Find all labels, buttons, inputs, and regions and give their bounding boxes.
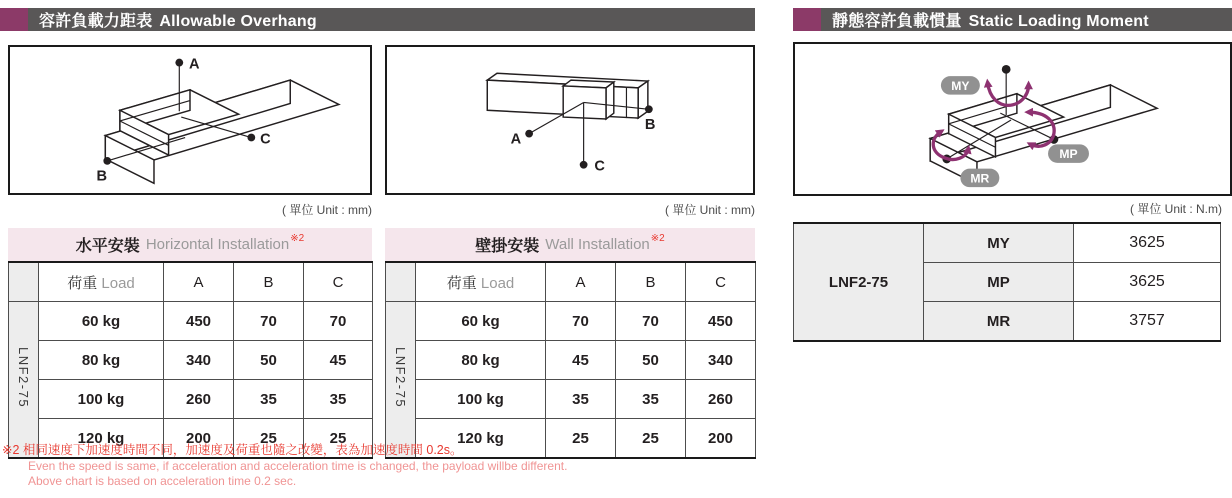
load-cell: 100 kg xyxy=(416,380,546,419)
unit-note-mm: ( 單位 Unit : mm) xyxy=(282,203,372,217)
moment-label-cell: MP xyxy=(924,263,1074,302)
moment-isometric-diagram xyxy=(795,44,1230,194)
value-cell: 25 xyxy=(546,419,616,459)
table-row xyxy=(9,302,373,341)
table-row xyxy=(386,380,756,419)
col-header-c: C xyxy=(686,262,756,302)
table-row xyxy=(794,223,1221,263)
table-note-ref: ※2 xyxy=(290,233,305,244)
moment-value-cell: 3757 xyxy=(1074,302,1221,342)
point-b-label: B xyxy=(644,116,656,133)
value-cell: 35 xyxy=(616,380,686,419)
footnote-line-en-1: Even the speed is same, if acceleration and acceleration time is changed, the payload willbe different. xyxy=(28,458,568,473)
point-a-label: A xyxy=(189,56,200,73)
point-b-dot xyxy=(645,105,653,113)
value-cell: 50 xyxy=(616,341,686,380)
rail-side-diagram xyxy=(387,47,753,193)
table-row xyxy=(386,341,756,380)
value-cell: 25 xyxy=(304,419,373,459)
value-cell: 45 xyxy=(304,341,373,380)
value-cell: 70 xyxy=(234,302,304,341)
rail-isometric-diagram xyxy=(10,47,370,193)
point-b-label: B xyxy=(96,168,108,185)
model-side-cell xyxy=(9,302,39,459)
table-title-en: Wall Installation xyxy=(545,236,650,253)
section-title-en: Static Loading Moment xyxy=(968,13,1149,30)
table-row xyxy=(9,380,373,419)
mr-pill-label: MR xyxy=(970,171,990,186)
value-cell: 260 xyxy=(164,380,234,419)
table-row xyxy=(386,302,756,341)
unit-note-mm: ( 單位 Unit : mm) xyxy=(665,203,755,217)
value-cell: 35 xyxy=(304,380,373,419)
accent-square-icon xyxy=(793,8,821,31)
moment-label-cell: MR xyxy=(924,302,1074,342)
accent-square-icon xyxy=(0,8,28,31)
section-title xyxy=(832,8,1149,31)
value-cell: 45 xyxy=(546,341,616,380)
section-header-allowable-overhang xyxy=(0,8,755,31)
point-c-label: C xyxy=(594,158,605,175)
section-title-zh: 容許負載力距表 xyxy=(39,13,153,30)
point-b-dot xyxy=(103,157,111,165)
load-label-zh: 荷重 xyxy=(67,274,98,292)
value-cell: 35 xyxy=(546,380,616,419)
col-header-a: A xyxy=(164,262,234,302)
table-title xyxy=(385,228,755,261)
unit-note-nm: ( 單位 Unit : N.m) xyxy=(1130,202,1222,216)
table-title-zh: 水平安裝 xyxy=(75,238,140,255)
col-header-a: A xyxy=(546,262,616,302)
load-label-en: Load xyxy=(480,274,515,292)
diagram-static-moment xyxy=(793,42,1232,196)
value-cell: 35 xyxy=(234,380,304,419)
table-horizontal-installation xyxy=(8,228,372,459)
footnote-line-en-2: Above chart is based on acceleration time 0.2 sec. xyxy=(28,474,297,488)
value-cell: 340 xyxy=(164,341,234,380)
table-wall-installation xyxy=(385,228,755,459)
col-header-load xyxy=(416,262,546,302)
load-cell: 120 kg xyxy=(39,419,164,459)
model-label-vertical: LNF2-75 xyxy=(16,346,31,409)
table-title-zh: 壁掛安裝 xyxy=(475,238,540,255)
value-cell: 50 xyxy=(234,341,304,380)
carriage-side-face xyxy=(606,82,614,119)
section-title-en: Allowable Overhang xyxy=(159,13,317,30)
value-cell: 200 xyxy=(164,419,234,459)
point-c-dot xyxy=(580,161,588,169)
load-cell: 100 kg xyxy=(39,380,164,419)
section-header-static-loading-moment xyxy=(793,8,1232,31)
value-cell: 200 xyxy=(686,419,756,459)
section-title xyxy=(39,8,317,31)
moment-label-cell: MY xyxy=(924,223,1074,263)
footnote-line-zh: ※2 相同速度下加速度時間不同，加速度及荷重也隨之改變，表為加速度時間 0.2s。 xyxy=(2,443,463,457)
table-note-ref: ※2 xyxy=(650,233,665,244)
rail-end-face xyxy=(638,81,648,118)
load-cell: 60 kg xyxy=(39,302,164,341)
model-cell: LNF2-75 xyxy=(794,223,924,341)
load-label-zh: 荷重 xyxy=(446,274,477,292)
load-cell: 80 kg xyxy=(39,341,164,380)
value-cell: 70 xyxy=(546,302,616,341)
moment-value-cell: 3625 xyxy=(1074,263,1221,302)
diagram-horizontal-overhang xyxy=(8,45,372,195)
col-header-b: B xyxy=(234,262,304,302)
section-title-zh: 靜態容許負載慣量 xyxy=(832,13,962,30)
value-cell: 340 xyxy=(686,341,756,380)
moment-value-cell: 3625 xyxy=(1074,223,1221,263)
value-cell: 70 xyxy=(616,302,686,341)
point-a-label: A xyxy=(510,131,522,148)
table-title xyxy=(8,228,372,261)
table-row xyxy=(9,341,373,380)
col-header-c: C xyxy=(304,262,373,302)
col-header-b: B xyxy=(616,262,686,302)
table-static-moment xyxy=(793,222,1220,342)
corner-cell xyxy=(386,262,416,302)
load-cell: 80 kg xyxy=(416,341,546,380)
point-a-dot xyxy=(175,59,183,67)
load-label-en: Load xyxy=(101,274,135,292)
col-header-load xyxy=(39,262,164,302)
diagram-wall-overhang xyxy=(385,45,755,195)
corner-cell xyxy=(9,262,39,302)
mp-pill-label: MP xyxy=(1059,146,1078,161)
value-cell: 450 xyxy=(164,302,234,341)
table-title-en: Horizontal Installation xyxy=(145,236,290,253)
axis-my-dot xyxy=(1002,65,1011,74)
value-cell: 450 xyxy=(686,302,756,341)
load-cell: 60 kg xyxy=(416,302,546,341)
value-cell: 70 xyxy=(304,302,373,341)
point-c-label: C xyxy=(260,131,271,148)
value-cell: 260 xyxy=(686,380,756,419)
load-cell: 120 kg xyxy=(416,419,546,459)
value-cell: 25 xyxy=(616,419,686,459)
point-c-dot xyxy=(247,134,255,142)
value-cell: 25 xyxy=(234,419,304,459)
model-side-cell xyxy=(386,302,416,459)
point-a-dot xyxy=(525,130,533,138)
my-pill-label: MY xyxy=(951,78,970,93)
model-label-vertical: LNF2-75 xyxy=(393,346,408,409)
footnote xyxy=(2,443,567,490)
